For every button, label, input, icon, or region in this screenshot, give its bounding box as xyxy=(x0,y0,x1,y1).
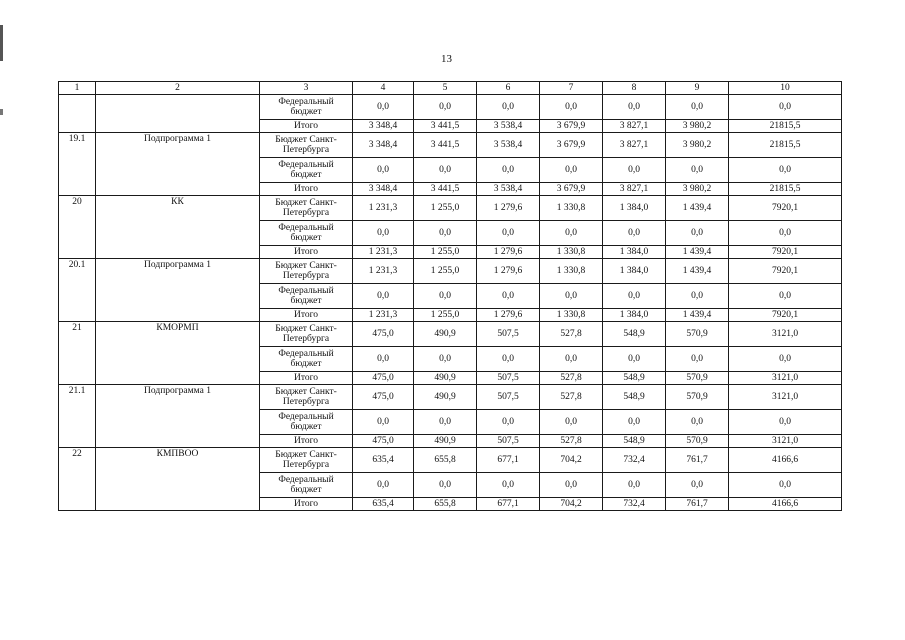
funding-source-cell: Бюджет Санкт-Петербурга xyxy=(260,133,353,158)
year-value-cell: 490,9 xyxy=(414,372,477,385)
year-value-cell: 732,4 xyxy=(603,498,666,511)
year-value-cell: 3 827,1 xyxy=(603,133,666,158)
year-value-cell: 0,0 xyxy=(477,410,540,435)
year-value-cell: 1 384,0 xyxy=(603,246,666,259)
year-value-cell: 1 439,4 xyxy=(666,246,729,259)
year-value-cell: 635,4 xyxy=(353,448,414,473)
total-value-cell: 7920,1 xyxy=(729,259,842,284)
year-value-cell: 0,0 xyxy=(353,158,414,183)
year-value-cell: 0,0 xyxy=(603,95,666,120)
year-value-cell: 0,0 xyxy=(540,95,603,120)
funding-source-cell: Итого xyxy=(260,246,353,259)
table-row xyxy=(59,259,842,284)
total-value-cell: 0,0 xyxy=(729,410,842,435)
total-value-cell: 0,0 xyxy=(729,284,842,309)
year-value-cell: 3 538,4 xyxy=(477,183,540,196)
program-name-cell: КМОРМП xyxy=(96,322,260,385)
year-value-cell: 1 384,0 xyxy=(603,309,666,322)
year-value-cell: 0,0 xyxy=(540,221,603,246)
header-cell: 3 xyxy=(260,82,353,95)
header-cell: 10 xyxy=(729,82,842,95)
total-value-cell: 7920,1 xyxy=(729,309,842,322)
total-value-cell: 0,0 xyxy=(729,158,842,183)
scan-edge-mark xyxy=(0,25,3,625)
total-value-cell: 3121,0 xyxy=(729,435,842,448)
program-name-cell: Подпрограмма 1 xyxy=(96,133,260,196)
year-value-cell: 3 348,4 xyxy=(353,133,414,158)
year-value-cell: 3 827,1 xyxy=(603,183,666,196)
row-number-cell: 20.1 xyxy=(59,259,96,322)
year-value-cell: 548,9 xyxy=(603,372,666,385)
total-value-cell: 21815,5 xyxy=(729,183,842,196)
year-value-cell: 3 827,1 xyxy=(603,120,666,133)
year-value-cell: 761,7 xyxy=(666,498,729,511)
page-number: 13 xyxy=(441,53,452,65)
program-name-cell: Подпрограмма 1 xyxy=(96,259,260,322)
year-value-cell: 0,0 xyxy=(477,158,540,183)
year-value-cell: 548,9 xyxy=(603,322,666,347)
year-value-cell: 475,0 xyxy=(353,372,414,385)
total-value-cell: 0,0 xyxy=(729,347,842,372)
year-value-cell: 527,8 xyxy=(540,322,603,347)
year-value-cell: 3 980,2 xyxy=(666,133,729,158)
year-value-cell: 3 679,9 xyxy=(540,183,603,196)
header-cell: 9 xyxy=(666,82,729,95)
year-value-cell: 0,0 xyxy=(414,158,477,183)
year-value-cell: 1 255,0 xyxy=(414,309,477,322)
year-value-cell: 3 348,4 xyxy=(353,120,414,133)
year-value-cell: 507,5 xyxy=(477,385,540,410)
year-value-cell: 0,0 xyxy=(666,158,729,183)
year-value-cell: 3 441,5 xyxy=(414,120,477,133)
year-value-cell: 0,0 xyxy=(353,284,414,309)
year-value-cell: 527,8 xyxy=(540,435,603,448)
year-value-cell: 0,0 xyxy=(540,347,603,372)
year-value-cell: 3 441,5 xyxy=(414,133,477,158)
year-value-cell: 1 439,4 xyxy=(666,309,729,322)
year-value-cell: 655,8 xyxy=(414,448,477,473)
table-row xyxy=(59,95,842,120)
year-value-cell: 527,8 xyxy=(540,385,603,410)
funding-source-cell: Бюджет Санкт-Петербурга xyxy=(260,448,353,473)
year-value-cell: 1 231,3 xyxy=(353,246,414,259)
year-value-cell: 475,0 xyxy=(353,385,414,410)
year-value-cell: 527,8 xyxy=(540,372,603,385)
year-value-cell: 3 538,4 xyxy=(477,133,540,158)
row-number-cell: 22 xyxy=(59,448,96,511)
year-value-cell: 0,0 xyxy=(666,347,729,372)
funding-source-cell: Итого xyxy=(260,183,353,196)
year-value-cell: 0,0 xyxy=(666,221,729,246)
year-value-cell: 0,0 xyxy=(353,410,414,435)
year-value-cell: 1 255,0 xyxy=(414,196,477,221)
total-value-cell: 3121,0 xyxy=(729,322,842,347)
year-value-cell: 0,0 xyxy=(666,284,729,309)
year-value-cell: 0,0 xyxy=(666,95,729,120)
year-value-cell: 0,0 xyxy=(477,473,540,498)
total-value-cell: 3121,0 xyxy=(729,385,842,410)
header-cell: 1 xyxy=(59,82,96,95)
year-value-cell: 1 255,0 xyxy=(414,246,477,259)
funding-source-cell: Федеральный бюджет xyxy=(260,347,353,372)
funding-source-cell: Итого xyxy=(260,372,353,385)
total-value-cell: 0,0 xyxy=(729,221,842,246)
year-value-cell: 761,7 xyxy=(666,448,729,473)
year-value-cell: 0,0 xyxy=(603,410,666,435)
year-value-cell: 1 439,4 xyxy=(666,196,729,221)
year-value-cell: 0,0 xyxy=(477,347,540,372)
year-value-cell: 475,0 xyxy=(353,435,414,448)
year-value-cell: 570,9 xyxy=(666,372,729,385)
year-value-cell: 704,2 xyxy=(540,498,603,511)
program-name-cell: КК xyxy=(96,196,260,259)
row-number-cell: 19.1 xyxy=(59,133,96,196)
total-value-cell: 3121,0 xyxy=(729,372,842,385)
year-value-cell: 0,0 xyxy=(540,158,603,183)
year-value-cell: 0,0 xyxy=(477,221,540,246)
year-value-cell: 0,0 xyxy=(666,410,729,435)
year-value-cell: 0,0 xyxy=(666,473,729,498)
year-value-cell: 677,1 xyxy=(477,448,540,473)
header-row xyxy=(59,82,842,95)
year-value-cell: 0,0 xyxy=(353,473,414,498)
program-name-cell: Подпрограмма 1 xyxy=(96,385,260,448)
year-value-cell: 1 231,3 xyxy=(353,309,414,322)
year-value-cell: 0,0 xyxy=(414,221,477,246)
year-value-cell: 1 231,3 xyxy=(353,259,414,284)
year-value-cell: 0,0 xyxy=(540,284,603,309)
funding-source-cell: Бюджет Санкт-Петербурга xyxy=(260,322,353,347)
funding-source-cell: Бюджет Санкт-Петербурга xyxy=(260,196,353,221)
funding-source-cell: Бюджет Санкт-Петербурга xyxy=(260,385,353,410)
year-value-cell: 507,5 xyxy=(477,372,540,385)
year-value-cell: 570,9 xyxy=(666,435,729,448)
year-value-cell: 1 279,6 xyxy=(477,309,540,322)
total-value-cell: 0,0 xyxy=(729,473,842,498)
year-value-cell: 3 980,2 xyxy=(666,120,729,133)
year-value-cell: 548,9 xyxy=(603,435,666,448)
table-row xyxy=(59,385,842,410)
year-value-cell: 0,0 xyxy=(414,95,477,120)
year-value-cell: 3 679,9 xyxy=(540,120,603,133)
year-value-cell: 0,0 xyxy=(353,95,414,120)
year-value-cell: 704,2 xyxy=(540,448,603,473)
year-value-cell: 732,4 xyxy=(603,448,666,473)
year-value-cell: 3 679,9 xyxy=(540,133,603,158)
year-value-cell: 655,8 xyxy=(414,498,477,511)
year-value-cell: 0,0 xyxy=(477,95,540,120)
year-value-cell: 677,1 xyxy=(477,498,540,511)
table-row xyxy=(59,448,842,473)
year-value-cell: 0,0 xyxy=(603,158,666,183)
year-value-cell: 0,0 xyxy=(603,473,666,498)
funding-source-cell: Федеральный бюджет xyxy=(260,284,353,309)
header-cell: 8 xyxy=(603,82,666,95)
header-cell: 2 xyxy=(96,82,260,95)
funding-source-cell: Федеральный бюджет xyxy=(260,410,353,435)
funding-source-cell: Итого xyxy=(260,498,353,511)
row-number-cell xyxy=(59,95,96,133)
year-value-cell: 490,9 xyxy=(414,322,477,347)
year-value-cell: 0,0 xyxy=(353,221,414,246)
table-body xyxy=(59,82,842,511)
year-value-cell: 490,9 xyxy=(414,435,477,448)
total-value-cell: 4166,6 xyxy=(729,448,842,473)
year-value-cell: 0,0 xyxy=(353,347,414,372)
table-row xyxy=(59,133,842,158)
year-value-cell: 0,0 xyxy=(414,284,477,309)
year-value-cell: 3 348,4 xyxy=(353,183,414,196)
year-value-cell: 0,0 xyxy=(414,347,477,372)
year-value-cell: 507,5 xyxy=(477,322,540,347)
year-value-cell: 1 384,0 xyxy=(603,259,666,284)
year-value-cell: 0,0 xyxy=(414,410,477,435)
budget-table xyxy=(58,81,842,511)
header-cell: 7 xyxy=(540,82,603,95)
funding-source-cell: Итого xyxy=(260,120,353,133)
year-value-cell: 1 384,0 xyxy=(603,196,666,221)
year-value-cell: 1 255,0 xyxy=(414,259,477,284)
header-cell: 4 xyxy=(353,82,414,95)
year-value-cell: 475,0 xyxy=(353,322,414,347)
funding-source-cell: Итого xyxy=(260,435,353,448)
total-value-cell: 0,0 xyxy=(729,95,842,120)
header-cell: 5 xyxy=(414,82,477,95)
program-name-cell: КМПВОО xyxy=(96,448,260,511)
row-number-cell: 20 xyxy=(59,196,96,259)
year-value-cell: 507,5 xyxy=(477,435,540,448)
year-value-cell: 3 538,4 xyxy=(477,120,540,133)
year-value-cell: 1 330,8 xyxy=(540,259,603,284)
row-number-cell: 21.1 xyxy=(59,385,96,448)
year-value-cell: 0,0 xyxy=(540,410,603,435)
funding-source-cell: Итого xyxy=(260,309,353,322)
funding-source-cell: Федеральный бюджет xyxy=(260,473,353,498)
year-value-cell: 548,9 xyxy=(603,385,666,410)
table-row xyxy=(59,322,842,347)
total-value-cell: 7920,1 xyxy=(729,246,842,259)
year-value-cell: 1 330,8 xyxy=(540,196,603,221)
year-value-cell: 635,4 xyxy=(353,498,414,511)
table-row xyxy=(59,196,842,221)
year-value-cell: 0,0 xyxy=(477,284,540,309)
year-value-cell: 0,0 xyxy=(603,347,666,372)
year-value-cell: 1 330,8 xyxy=(540,246,603,259)
year-value-cell: 1 439,4 xyxy=(666,259,729,284)
year-value-cell: 1 279,6 xyxy=(477,246,540,259)
funding-source-cell: Федеральный бюджет xyxy=(260,158,353,183)
year-value-cell: 3 441,5 xyxy=(414,183,477,196)
header-cell: 6 xyxy=(477,82,540,95)
year-value-cell: 570,9 xyxy=(666,385,729,410)
total-value-cell: 4166,6 xyxy=(729,498,842,511)
funding-source-cell: Федеральный бюджет xyxy=(260,221,353,246)
total-value-cell: 7920,1 xyxy=(729,196,842,221)
year-value-cell: 0,0 xyxy=(603,221,666,246)
year-value-cell: 1 330,8 xyxy=(540,309,603,322)
total-value-cell: 21815,5 xyxy=(729,133,842,158)
total-value-cell: 21815,5 xyxy=(729,120,842,133)
year-value-cell: 1 279,6 xyxy=(477,259,540,284)
row-number-cell: 21 xyxy=(59,322,96,385)
program-name-cell xyxy=(96,95,260,133)
funding-source-cell: Федеральный бюджет xyxy=(260,95,353,120)
year-value-cell: 1 279,6 xyxy=(477,196,540,221)
year-value-cell: 1 231,3 xyxy=(353,196,414,221)
funding-source-cell: Бюджет Санкт-Петербурга xyxy=(260,259,353,284)
year-value-cell: 0,0 xyxy=(414,473,477,498)
year-value-cell: 0,0 xyxy=(603,284,666,309)
year-value-cell: 490,9 xyxy=(414,385,477,410)
year-value-cell: 3 980,2 xyxy=(666,183,729,196)
year-value-cell: 570,9 xyxy=(666,322,729,347)
year-value-cell: 0,0 xyxy=(540,473,603,498)
